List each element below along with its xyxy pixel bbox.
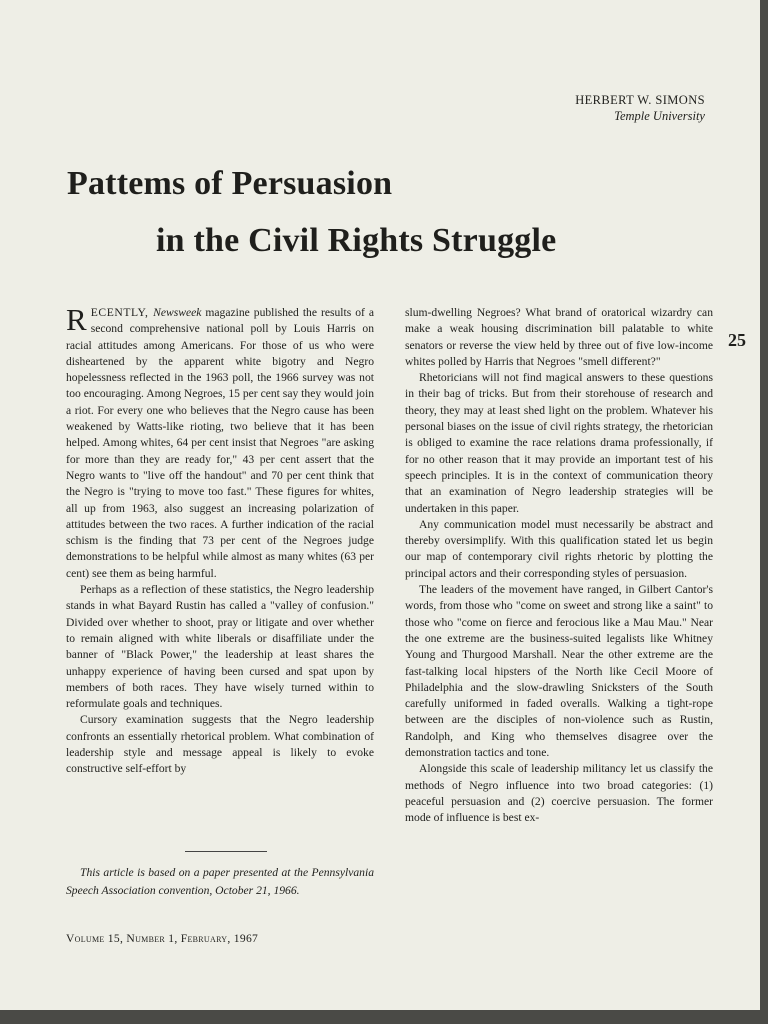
footnote-divider xyxy=(185,851,267,852)
journal-issue-text: Volume 15, Number 1, February, 1967 xyxy=(66,932,259,945)
paragraph xyxy=(66,302,374,582)
footnote xyxy=(66,864,374,900)
author-affiliation: Temple University xyxy=(614,109,705,123)
right-column xyxy=(405,305,713,827)
footnote-text: This article is based on a paper presented at the Pennsylvania Speech Association convention, October 21, 1966. xyxy=(66,866,374,897)
paragraph: Cursory examination suggests that the Negro leadership confronts an essentially rhetorical problem. What combination of leadership style and message appeal is likely to evoke constructive self-effort by xyxy=(66,713,374,776)
paragraph: Alongside this scale of leadership militancy let us classify the methods of Negro influence into two broad categories: (1) peaceful persuasion and (2) coercive persuasion. The former mode of influence is best ex- xyxy=(405,762,713,825)
paragraph-text: magazine published the results of a second comprehensive national poll by Louis Harris on racial attitudes among Americans. For those of us who were disheartened by the apparent white bigotry and Negro hopelessness reflected in the 1963 poll, the 1966 survey was not too encouraging. Among Negroes, 15 per cent say they would join a riot. For every one who believes that the Negro cause has been weakened by Watts-like rioting, two believe that it has been helped. Among whites, 64 per cent insist that Negroes "are asking for more than they are ready for," 43 per cent assert that the Negro wants to "live off the handout" and 70 per cent think that the Negro is "trying to move too fast." These figures for whites, all up from 1963, also suggest an increasing polarization of attitudes between the two races. A further indication of the racial schism is the finding that 73 per cent of the Negroes judge demonstrations to be helpful while almost as many whites (63 per cent) see them as being harmful. xyxy=(66,306,374,580)
paragraph: Rhetoricians will not find magical answers to these questions in their bag of tricks. But from their storehouse of research and theory, they may at least shed light on the problem. Whatever his personal biases on the issue of civil rights strategy, the rhetorician is obliged to examine the race relations drama professionally, if for no other reason that it may provide an important test of his speech principles. It is in the context of communication theory that an examination of Negro leadership strategies will be undertaken in this paper. xyxy=(405,371,713,515)
paragraph: The leaders of the movement have ranged, in Gilbert Cantor's words, from those who "come on sweet and strong like a saint" to those who "come on fierce and ferocious like a Mau Mau." Near the one extreme are the business-suited legalists like Whitney Young and Thurgood Marshall. Near the other extreme are the fast-talking local hipsters of the North like Cecil Moore of Philadelphia and the slow-drawling Snicksters of the South carefully uniformed in faded overalls. Walking a tight-rope between are the disciples of non-violence such as Rustin, Randolph, and King who themselves disagree over the demonstration tactics and tone. xyxy=(405,583,713,760)
article-title-line-1: Pattems of Persuasion xyxy=(67,165,393,202)
lead-in: ECENTLY, xyxy=(90,306,154,319)
author-name: HERBERT W. SIMONS xyxy=(575,93,705,107)
article-title-line-2: in the Civil Rights Struggle xyxy=(156,222,557,259)
paragraph: Any communication model must necessarily be abstract and thereby oversimplify. With this qualification stated let us begin our map of contemporary civil rights rhetoric by plotting the principal actors and their corresponding styles of persuasion. xyxy=(405,517,713,580)
drop-cap: R xyxy=(66,302,87,337)
author-block xyxy=(575,92,705,124)
magazine-name: Newsweek xyxy=(153,306,202,319)
paragraph: slum-dwelling Negroes? What brand of oratorical wizardry can make a weak housing discrimination bill palatable to white senators or reverse the view held by three out of five low-income whites polled by Harris that Negroes "smell different?" xyxy=(405,306,713,368)
page-number: 25 xyxy=(728,330,746,350)
paragraph: Perhaps as a reflection of these statistics, the Negro leadership stands in what Bayard Rustin has called a "valley of confusion." Divided over whether to shoot, pray or litigate and over whether to remain aligned with white liberals or disaffiliate under the banner of "Black Power," the leadership at least shares the unhappy experience of having been cursed and spat upon by members of both races. They have wisely turned within to reformulate goals and techniques. xyxy=(66,583,374,711)
left-column xyxy=(66,302,374,778)
journal-issue-line xyxy=(66,932,258,945)
